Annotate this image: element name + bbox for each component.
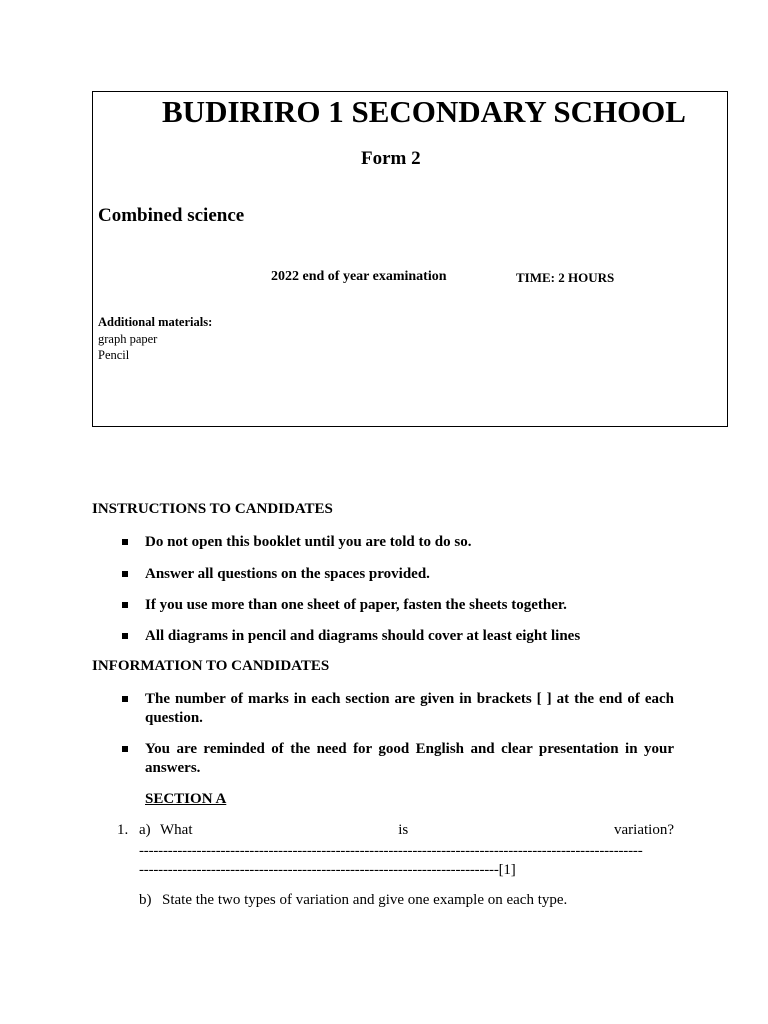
bullet-icon bbox=[122, 571, 128, 577]
exam-header-box bbox=[92, 91, 728, 427]
information-text: The number of marks in each section are given in brackets [ ] at the end of each question. bbox=[145, 691, 674, 726]
information-text: You are reminded of the need for good English and clear presentation in your answers. bbox=[145, 741, 674, 776]
school-name: BUDIRIRO 1 SECONDARY SCHOOL bbox=[162, 94, 686, 129]
answer-line: --------------------------------------------------------------------------------------------------------- bbox=[139, 843, 643, 859]
question-number: 1. bbox=[117, 822, 129, 838]
instruction-text: Do not open this booklet until you are told to do so. bbox=[145, 534, 472, 550]
instruction-item bbox=[122, 533, 674, 552]
exam-duration: TIME: 2 HOURS bbox=[516, 270, 615, 285]
instruction-item bbox=[122, 596, 674, 615]
instruction-text: If you use more than one sheet of paper, fasten the sheets together. bbox=[145, 597, 567, 613]
bullet-icon bbox=[122, 633, 128, 639]
answer-line: ---------------------------------------------------------------------------[1] bbox=[139, 862, 516, 878]
question-text: State the two types of variation and give one example on each type. bbox=[162, 892, 568, 908]
form-level: Form 2 bbox=[361, 148, 421, 169]
instruction-text: All diagrams in pencil and diagrams should cover at least eight lines bbox=[145, 628, 581, 644]
information-item bbox=[122, 690, 674, 728]
information-item bbox=[122, 740, 674, 778]
bullet-icon bbox=[122, 746, 128, 752]
subject-title: Combined science bbox=[98, 205, 245, 226]
materials-heading: Additional materials: bbox=[98, 315, 213, 329]
materials-item: graph paper bbox=[98, 332, 158, 346]
bullet-icon bbox=[122, 696, 128, 702]
section-heading: SECTION A bbox=[145, 791, 227, 807]
bullet-icon bbox=[122, 539, 128, 545]
question-text bbox=[160, 822, 674, 839]
instruction-text: Answer all questions on the spaces provided. bbox=[145, 566, 430, 582]
exam-title: 2022 end of year examination bbox=[271, 269, 447, 284]
instructions-heading: INSTRUCTIONS TO CANDIDATES bbox=[92, 501, 333, 517]
question-part-label: a) bbox=[139, 822, 151, 838]
question-part-label: b) bbox=[139, 892, 152, 908]
materials-item: Pencil bbox=[98, 348, 130, 362]
instruction-item bbox=[122, 627, 674, 646]
bullet-icon bbox=[122, 602, 128, 608]
question-text-line: What is variation? bbox=[160, 822, 674, 838]
instruction-item bbox=[122, 565, 674, 584]
information-heading: INFORMATION TO CANDIDATES bbox=[92, 658, 330, 674]
